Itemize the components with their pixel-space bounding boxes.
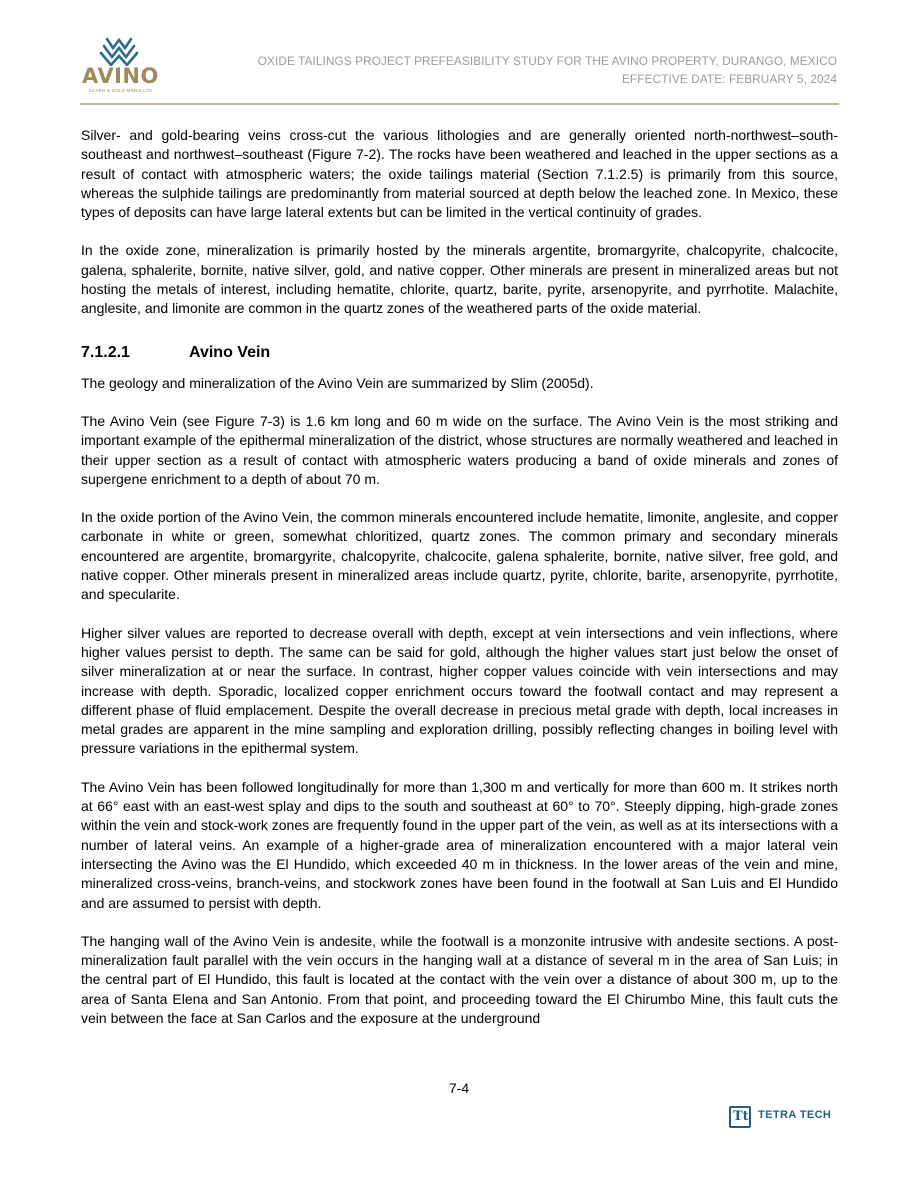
tetra-tech-wordmark: TETRA TECH bbox=[758, 1109, 832, 1121]
section-number: 7.1.2.1 bbox=[81, 343, 130, 361]
avino-logo bbox=[82, 36, 162, 98]
logo-wordmark: AVINO bbox=[82, 64, 159, 88]
body-paragraph: Higher silver values are reported to decrease overall with depth, except at vein intersections and vein inflections, where higher values persist to depth. The same can be said for gold, although the higher values start just below the onset of silver mineralization at or near the surface. In contrast, higher copper values coincide with vein intersections and may increase with depth. Sporadic, localized copper enrichment occurs toward the footwall contact and may represent a different phase of fluid emplacement. Despite the overall decrease in precious metal grade with depth, local increases in metal grades are apparent in the mine sampling and exploration drilling, possibly reflecting changes in boiling level with pressure variations in the epithermal system. bbox=[81, 624, 838, 757]
avino-emblem-icon bbox=[82, 36, 156, 66]
header-title: OXIDE TAILINGS PROJECT PREFEASIBILITY STUDY FOR THE AVINO PROPERTY, DURANGO, MEXICO bbox=[257, 54, 837, 68]
document-body bbox=[81, 126, 838, 1047]
header-effective-date: EFFECTIVE DATE: FEBRUARY 5, 2024 bbox=[622, 72, 837, 86]
body-paragraph: The Avino Vein has been followed longitudinally for more than 1,300 m and vertically for more than 600 m. It strikes north at 66° east with an east-west splay and dips to the south and southeast at 60° to 70°. Steeply dipping, high-grade zones within the vein and stock-work zones are frequently found in the upper part of the vein, as well as at its intersections with a number of lateral veins. An example of a higher-grade area of mineralization encountered with a major lateral vein intersecting the Avino was the El Hundido, which exceeded 40 m in thickness. In the lower areas of the vein and mine, mineralized cross-veins, branch-veins, and stockwork zones have been found in the footwall at San Luis and El Hundido and are assumed to persist with depth. bbox=[81, 778, 838, 911]
body-paragraph: Silver- and gold-bearing veins cross-cut the various lithologies and are generally oriented north-northwest–south-southeast and northwest–southeast (Figure 7-2). The rocks have been weathered and leached in the upper sections as a result of contact with atmospheric waters; the oxide tailings material (Section 7.1.2.5) is primarily from this source, whereas the sulphide tailings are predominantly from material sourced at depth below the leached zone. In Mexico, these types of deposits can have large lateral extents but can be limited in the vertical continuity of grades. bbox=[81, 127, 838, 221]
section-title: Avino Vein bbox=[189, 343, 271, 361]
section-heading bbox=[81, 343, 838, 363]
body-paragraph: The Avino Vein (see Figure 7-3) is 1.6 km long and 60 m wide on the surface. The Avino Vein is the most striking and important example of the epithermal mineralization of the district, whose structures are normally weathered and leached in their upper section as a result of contact with atmospheric waters producing a band of oxide minerals and zones of supergene enrichment to a depth of about 70 m. bbox=[81, 412, 838, 487]
header-rule bbox=[80, 103, 839, 105]
body-paragraph: In the oxide zone, mineralization is primarily hosted by the minerals argentite, bromargyrite, chalcopyrite, chalcocite, galena, sphalerite, bornite, native silver, gold, and native copper. Other minerals are present in mineralized areas but not hosting the metals of interest, including hematite, chlorite, quartz, barite, pyrite, arsenopyrite, and pyrrhotite. Malachite, anglesite, and limonite are common in the quartz zones of the weathered parts of the oxide material. bbox=[81, 242, 838, 317]
body-paragraph: In the oxide portion of the Avino Vein, the common minerals encountered include hematite, limonite, anglesite, and copper carbonate in white or green, somewhat chloritized, quartz zones. The common primary and secondary minerals encountered are argentite, bromargyrite, chalcopyrite, chalcocite, galena sphalerite, bornite, native silver, free gold, and native copper. Other minerals present in mineralized areas include quartz, pyrite, chlorite, barite, arsenopyrite, pyrrhotite, and specularite. bbox=[81, 509, 838, 603]
page-number: 7-4 bbox=[448, 1080, 470, 1096]
logo-tagline: SILVER & GOLD MINES LTD. bbox=[88, 88, 154, 93]
running-header bbox=[258, 52, 837, 88]
tetra-tech-mark-icon: Tt bbox=[729, 1106, 751, 1128]
body-paragraph: The geology and mineralization of the Avino Vein are summarized by Slim (2005d). bbox=[81, 374, 594, 391]
body-paragraph: The hanging wall of the Avino Vein is andesite, while the footwall is a monzonite intrusive with andesite sections. A post-mineralization fault parallel with the vein occurs in the hanging wall at a distance of several m in the area of San Luis; in the central part of El Hundido, this fault is located at the contact with the vein over a distance of about 300 m, up to the area of Santa Elena and San Antonio. From that point, and proceeding toward the El Chirumbo Mine, this fault cuts the vein between the face at San Carlos and the exposure at the underground bbox=[81, 932, 838, 1026]
